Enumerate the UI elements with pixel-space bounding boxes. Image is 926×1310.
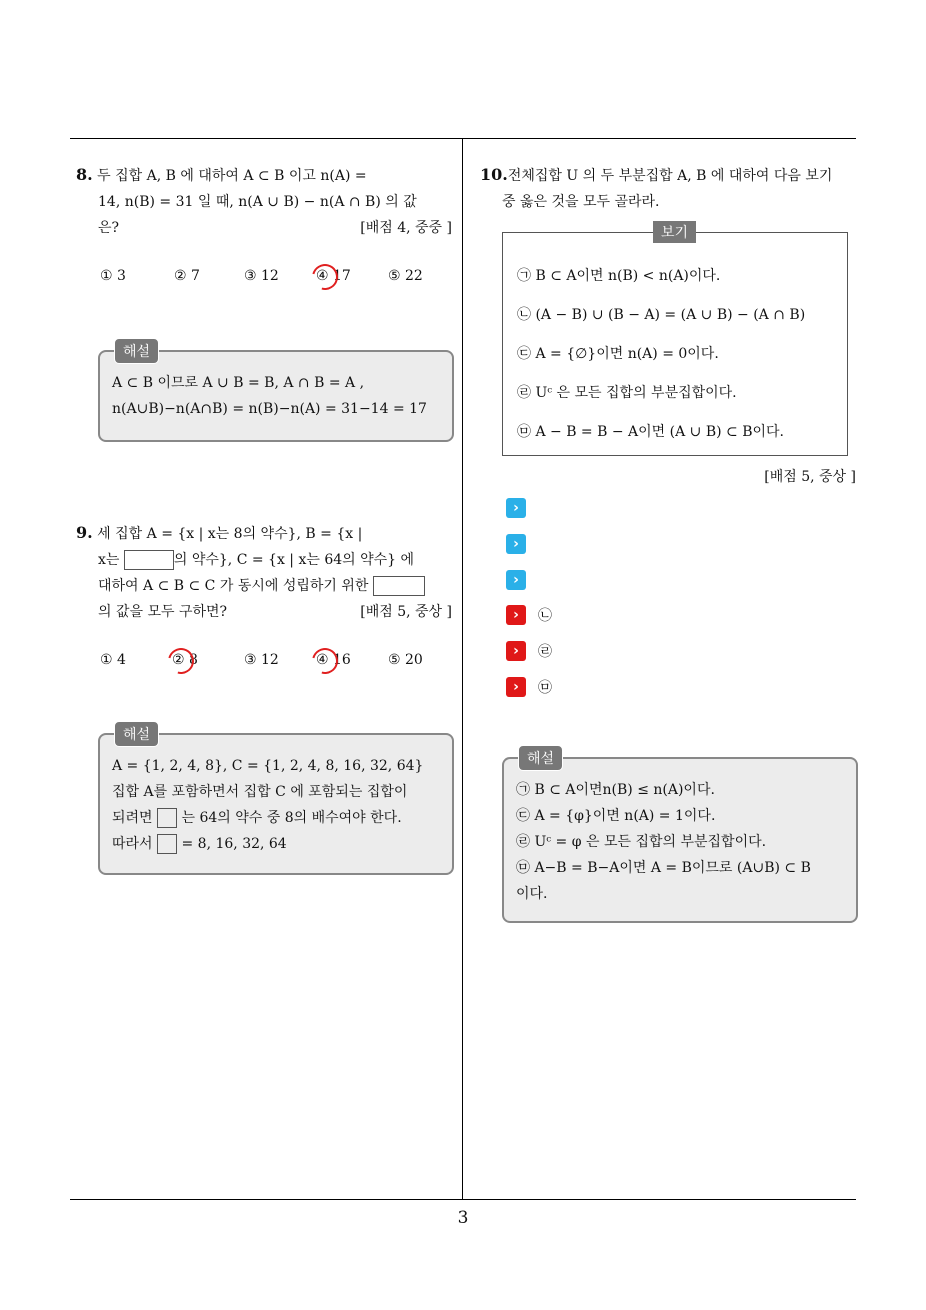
explanation-line: ㉠ B ⊂ A이면n(B) ≤ n(A)이다. — [516, 782, 715, 798]
question-text: 의 값을 모두 구하면? — [98, 604, 228, 620]
answer-row[interactable] — [506, 533, 538, 555]
question-text: 세 집합 A = {x | x는 8의 약수}, B = {x | — [97, 526, 363, 542]
choice-1[interactable]: ① 4 — [100, 652, 126, 668]
choice-3[interactable]: ③ 12 — [244, 268, 279, 284]
answer-text: ㉡ — [538, 608, 552, 624]
answer-row[interactable] — [506, 497, 538, 519]
blank-box — [124, 550, 174, 570]
explanation-line: 따라서 — [112, 836, 153, 852]
column-divider — [462, 138, 463, 1200]
score-meta: [배점 4, 중중 ] — [360, 220, 452, 236]
explanation-q10 — [502, 751, 858, 923]
bogi-item: ㉢ A = {∅}이면 n(A) = 0이다. — [517, 346, 719, 362]
explanation-line: 되려면 — [112, 810, 153, 826]
chevron-right-icon: › — [506, 605, 526, 625]
explanation-tag: 해설 — [114, 338, 159, 364]
bogi-box — [502, 225, 848, 456]
answer-circle-mark — [307, 259, 343, 295]
question-text: x는 — [98, 552, 120, 568]
question-number: 8. — [76, 165, 93, 184]
question-number: 10. — [480, 165, 508, 184]
explanation-line: A = {1, 2, 4, 8}, C = {1, 2, 4, 8, 16, 32, 64} — [112, 758, 424, 774]
explanation-line: ㉤ A−B = B−A이면 A = B이므로 (A∪B) ⊂ B — [516, 860, 811, 876]
explanation-line: = 8, 16, 32, 64 — [181, 836, 287, 852]
answer-circle-mark — [307, 643, 343, 679]
blank-box — [157, 808, 177, 828]
choice-2[interactable]: ② 8 — [172, 652, 198, 668]
choice-2[interactable]: ② 7 — [174, 268, 200, 284]
question-text: 의 약수}, C = {x | x는 64의 약수} 에 — [173, 552, 415, 568]
page-number: 3 — [457, 1208, 469, 1228]
explanation-q9 — [98, 727, 454, 875]
chevron-right-icon: › — [506, 570, 526, 590]
choice-3[interactable]: ③ 12 — [244, 652, 279, 668]
chevron-right-icon: › — [506, 498, 526, 518]
answer-circle-mark — [163, 643, 199, 679]
choice-4[interactable]: ④ 16 — [316, 652, 351, 668]
bogi-item: ㉤ A − B = B − A이면 (A ∪ B) ⊂ B이다. — [517, 424, 785, 440]
answer-text: ㉤ — [538, 680, 552, 696]
bottom-rule — [70, 1199, 856, 1200]
score-meta: [배점 5, 중상 ] — [360, 604, 452, 620]
explanation-line: ㉣ Uᶜ = φ 은 모든 집합의 부분집합이다. — [516, 834, 767, 850]
explanation-q8 — [98, 344, 454, 442]
choice-5[interactable]: ⑤ 20 — [388, 652, 423, 668]
question-text: 은? — [98, 220, 120, 236]
explanation-line: 는 64의 약수 중 8의 배수여야 한다. — [181, 810, 402, 826]
question-text: 대하여 A ⊂ B ⊂ C 가 동시에 성립하기 위한 — [98, 578, 369, 594]
bogi-item: ㉡ (A − B) ∪ (B − A) = (A ∪ B) − (A ∩ B) — [517, 307, 806, 323]
question-text: 중 옳은 것을 모두 골라라. — [502, 194, 660, 210]
chevron-right-icon: › — [506, 534, 526, 554]
question-text: 두 집합 A, B 에 대하여 A ⊂ B 이고 n(A) = — [97, 168, 367, 184]
bogi-item: ㉣ Uᶜ 은 모든 집합의 부분집합이다. — [517, 385, 737, 401]
explanation-line: 이다. — [516, 886, 548, 902]
score-meta: [배점 5, 중상 ] — [764, 469, 856, 485]
question-8 — [76, 162, 452, 241]
answer-text: ㉣ — [538, 644, 552, 660]
question-text: 전체집합 U 의 두 부분집합 A, B 에 대하여 다음 보기 — [507, 168, 833, 184]
answer-row[interactable] — [506, 569, 538, 591]
answer-row[interactable] — [506, 604, 552, 626]
chevron-right-icon: › — [506, 677, 526, 697]
choice-1[interactable]: ① 3 — [100, 268, 126, 284]
question-text: 14, n(B) = 31 일 때, n(A ∪ B) − n(A ∩ B) 의 값 — [98, 194, 417, 210]
explanation-line: ㉢ A = {φ}이면 n(A) = 1이다. — [516, 808, 716, 824]
question-10 — [480, 162, 860, 215]
answer-row[interactable] — [506, 640, 552, 662]
question-number: 9. — [76, 523, 93, 542]
choice-4[interactable]: ④ 17 — [316, 268, 351, 284]
explanation-tag: 해설 — [114, 721, 159, 747]
explanation-line: 집합 A를 포함하면서 집합 C 에 포함되는 집합이 — [112, 784, 408, 800]
choice-5[interactable]: ⑤ 22 — [388, 268, 423, 284]
blank-box — [157, 834, 177, 854]
explanation-tag: 해설 — [518, 745, 563, 771]
blank-box — [373, 576, 425, 596]
chevron-right-icon: › — [506, 641, 526, 661]
question-9 — [76, 520, 452, 625]
bogi-item: ㉠ B ⊂ A이면 n(B) < n(A)이다. — [517, 268, 721, 284]
answer-row[interactable] — [506, 676, 552, 698]
top-rule — [70, 138, 856, 139]
explanation-line: A ⊂ B 이므로 A ∪ B = B, A ∩ B = A , — [112, 375, 365, 391]
explanation-line: n(A∪B)−n(A∩B) = n(B)−n(A) = 31−14 = 17 — [112, 401, 427, 417]
bogi-tag: 보기 — [653, 221, 696, 243]
